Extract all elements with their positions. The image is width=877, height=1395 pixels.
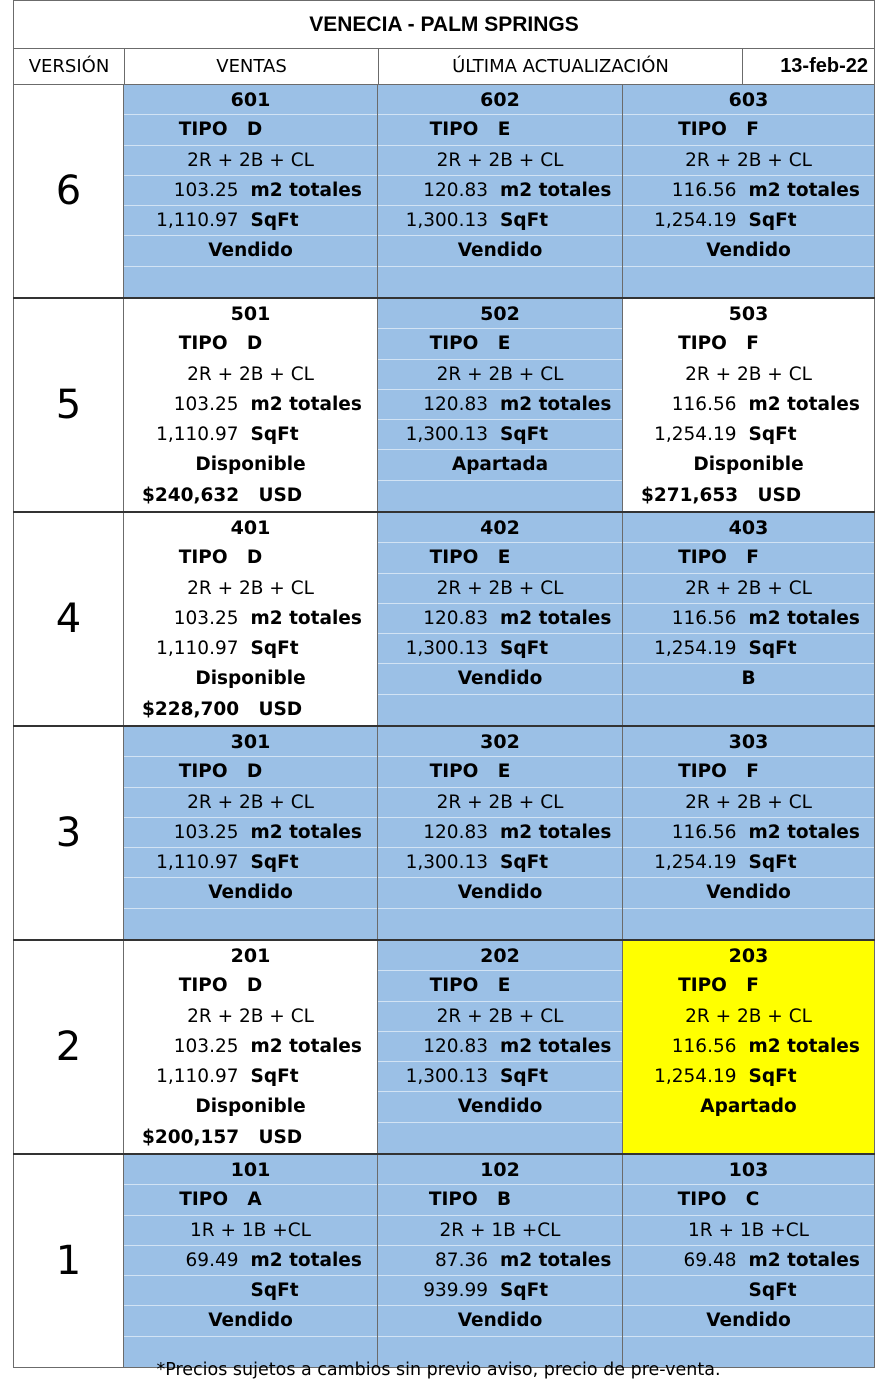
floor-version: 5 — [13, 299, 124, 511]
floor-row — [13, 727, 875, 941]
unit-type: TIPO E — [429, 761, 511, 783]
unit-price — [378, 481, 622, 511]
unit-type: TIPO D — [178, 761, 263, 783]
unit-layout: 2R + 2B + CL — [187, 577, 314, 599]
unit-cell — [124, 1155, 378, 1367]
unit-area: 103.25 — [173, 393, 239, 415]
unit-status: B — [623, 664, 874, 694]
unit-status: Vendido — [623, 1306, 874, 1336]
unit-area: 69.48 — [683, 1249, 737, 1271]
unit-layout: 2R + 2B + CL — [378, 360, 622, 390]
area-unit: m2 totales — [250, 1035, 362, 1057]
unit-cell — [378, 1155, 623, 1367]
unit-sqft: 1,254.19 — [654, 424, 737, 446]
unit-cell — [378, 299, 623, 511]
sqft-unit: SqFt — [500, 1066, 549, 1088]
unit-sqft: 1,110.97 — [156, 852, 239, 874]
floor-row — [13, 85, 875, 299]
area-unit: m2 totales — [748, 1249, 860, 1271]
unit-type: TIPO D — [178, 333, 263, 355]
unit-cell — [124, 727, 378, 939]
area-unit: m2 totales — [500, 179, 612, 201]
sqft-unit: SqFt — [748, 1280, 797, 1302]
floor-row — [13, 941, 875, 1155]
unit-layout: 2R + 2B + CL — [378, 1002, 622, 1032]
unit-price: $200,157 USD — [142, 1126, 303, 1148]
unit-cell — [378, 513, 623, 725]
area-unit: m2 totales — [500, 1249, 612, 1271]
unit-sqft: 1,110.97 — [156, 638, 239, 660]
unit-type: TIPO F — [678, 975, 759, 997]
unit-area: 120.83 — [423, 179, 488, 201]
area-unit: m2 totales — [748, 821, 860, 843]
unit-layout: 2R + 2B + CL — [124, 146, 377, 176]
unit-sqft: 1,254.19 — [654, 852, 737, 874]
unit-layout: 2R + 2B + CL — [623, 574, 874, 604]
unit-price — [623, 267, 874, 297]
unit-type: TIPO E — [429, 547, 511, 569]
unit-number: 102 — [378, 1155, 622, 1185]
sqft-unit: SqFt — [250, 852, 299, 874]
unit-status: Vendido — [124, 236, 377, 266]
unit-price: $271,653 USD — [641, 484, 802, 506]
unit-area: 120.83 — [423, 821, 488, 843]
unit-layout: 1R + 1B +CL — [623, 1216, 874, 1246]
sqft-unit: SqFt — [250, 1066, 299, 1088]
version-header: VERSIÓN — [13, 48, 124, 85]
unit-layout: 2R + 2B + CL — [623, 146, 874, 176]
unit-cell — [623, 85, 875, 297]
unit-cell — [623, 513, 875, 725]
sqft-unit: SqFt — [250, 424, 299, 446]
sales-header: VENTAS — [124, 48, 378, 85]
unit-number: 401 — [230, 517, 271, 539]
unit-status: Apartada — [378, 450, 622, 480]
unit-status: Vendido — [124, 878, 377, 908]
unit-number: 101 — [124, 1155, 377, 1185]
unit-area: 87.36 — [435, 1249, 488, 1271]
area-unit: m2 totales — [500, 1035, 612, 1057]
unit-price — [378, 695, 622, 725]
unit-number: 602 — [378, 85, 622, 115]
unit-cell — [124, 941, 378, 1153]
unit-layout: 2R + 2B + CL — [187, 1005, 314, 1027]
unit-layout: 2R + 2B + CL — [187, 363, 314, 385]
header-row — [13, 48, 875, 85]
unit-sqft: 1,300.13 — [405, 210, 488, 232]
sqft-unit: SqFt — [250, 638, 299, 660]
unit-number: 203 — [728, 945, 769, 967]
unit-price — [623, 695, 874, 725]
unit-status: Disponible — [195, 454, 306, 476]
unit-type: TIPO E — [429, 333, 511, 355]
area-unit: m2 totales — [748, 607, 860, 629]
unit-status: Apartado — [700, 1096, 797, 1118]
unit-area: 116.56 — [671, 1035, 737, 1057]
unit-cell — [124, 85, 378, 297]
unit-area: 116.56 — [671, 821, 737, 843]
unit-sqft: 1,300.13 — [405, 638, 488, 660]
unit-sqft — [629, 1276, 737, 1305]
unit-type: TIPO E — [429, 975, 511, 997]
footnote: *Precios sujetos a cambios sin previo aviso, precio de pre-venta. — [156, 1360, 721, 1380]
unit-number: 503 — [728, 303, 769, 325]
unit-status: Vendido — [623, 878, 874, 908]
area-unit: m2 totales — [500, 393, 612, 415]
unit-type: TIPO A — [179, 1189, 262, 1211]
unit-price — [623, 909, 874, 939]
unit-sqft: 1,254.19 — [654, 210, 737, 232]
unit-price — [378, 909, 622, 939]
unit-price — [124, 267, 377, 297]
unit-number: 603 — [623, 85, 874, 115]
unit-status: Disponible — [195, 1096, 306, 1118]
area-unit: m2 totales — [748, 393, 860, 415]
area-unit: m2 totales — [250, 179, 362, 201]
area-unit: m2 totales — [250, 607, 362, 629]
unit-number: 601 — [124, 85, 377, 115]
sqft-unit: SqFt — [500, 424, 549, 446]
unit-area: 116.56 — [671, 393, 737, 415]
area-unit: m2 totales — [250, 1249, 362, 1271]
unit-number: 301 — [124, 727, 377, 757]
unit-cell — [623, 941, 875, 1153]
unit-sqft: 1,300.13 — [405, 1066, 488, 1088]
unit-price: $240,632 USD — [142, 484, 303, 506]
unit-area: 103.25 — [173, 1035, 239, 1057]
sqft-unit: SqFt — [250, 1280, 299, 1302]
unit-type: TIPO C — [677, 1189, 760, 1211]
unit-type: TIPO F — [678, 333, 759, 355]
unit-type: TIPO F — [678, 547, 759, 569]
unit-status: Disponible — [195, 668, 306, 690]
unit-number: 501 — [230, 303, 271, 325]
unit-area: 116.56 — [671, 607, 737, 629]
sqft-unit: SqFt — [250, 210, 299, 232]
sqft-unit: SqFt — [748, 210, 797, 232]
unit-price — [378, 1123, 622, 1153]
unit-status: Vendido — [623, 236, 874, 266]
unit-area: 103.25 — [173, 607, 239, 629]
sheet-title: VENECIA - PALM SPRINGS — [13, 0, 875, 48]
unit-sqft: 939.99 — [423, 1280, 488, 1302]
unit-cell — [124, 513, 378, 725]
floor-row — [13, 1155, 875, 1368]
unit-number: 303 — [623, 727, 874, 757]
unit-type: TIPO D — [178, 975, 263, 997]
unit-number: 201 — [230, 945, 271, 967]
area-unit: m2 totales — [748, 179, 860, 201]
unit-number: 402 — [378, 513, 622, 543]
unit-sqft: 1,254.19 — [654, 638, 737, 660]
sqft-unit: SqFt — [500, 1280, 549, 1302]
unit-sqft: 1,300.13 — [405, 424, 488, 446]
unit-status: Vendido — [378, 1092, 622, 1122]
unit-type: TIPO B — [428, 1189, 512, 1211]
floor-row — [13, 513, 875, 727]
floor-version: 2 — [13, 941, 124, 1153]
floor-version: 4 — [13, 513, 124, 725]
floor-version: 6 — [13, 85, 124, 297]
area-unit: m2 totales — [250, 821, 362, 843]
unit-layout: 2R + 2B + CL — [623, 788, 874, 818]
floor-version: 3 — [13, 727, 124, 939]
unit-type: TIPO F — [678, 761, 759, 783]
unit-cell — [124, 299, 378, 511]
unit-layout: 2R + 2B + CL — [124, 788, 377, 818]
unit-sqft: 1,254.19 — [654, 1066, 737, 1088]
unit-cell — [378, 941, 623, 1153]
unit-sqft — [131, 1276, 239, 1305]
update-date: 13-feb-22 — [742, 48, 875, 85]
unit-area: 120.83 — [423, 607, 488, 629]
unit-number: 202 — [378, 941, 622, 971]
unit-layout: 2R + 2B + CL — [685, 1005, 812, 1027]
unit-status: Vendido — [378, 1306, 622, 1336]
unit-area: 103.25 — [173, 821, 239, 843]
unit-number: 502 — [378, 299, 622, 329]
unit-layout: 2R + 1B +CL — [378, 1216, 622, 1246]
unit-status: Vendido — [124, 1306, 377, 1336]
unit-area: 69.49 — [185, 1249, 239, 1271]
unit-price — [124, 909, 377, 939]
unit-layout: 2R + 2B + CL — [378, 146, 622, 176]
unit-area: 116.56 — [671, 179, 737, 201]
sqft-unit: SqFt — [748, 852, 797, 874]
sqft-unit: SqFt — [500, 210, 549, 232]
unit-type: TIPO D — [178, 547, 263, 569]
unit-price — [623, 1123, 874, 1153]
floor-version: 1 — [13, 1155, 124, 1367]
unit-layout: 2R + 2B + CL — [685, 363, 812, 385]
updated-header: ÚLTIMA ACTUALIZACIÓN — [378, 48, 742, 85]
area-unit: m2 totales — [500, 607, 612, 629]
unit-area: 120.83 — [423, 393, 488, 415]
unit-area: 103.25 — [173, 179, 239, 201]
inventory-sheet — [13, 0, 875, 1368]
unit-price — [378, 267, 622, 297]
unit-status: Disponible — [693, 454, 804, 476]
unit-price: $228,700 USD — [142, 698, 303, 720]
unit-sqft: 1,110.97 — [156, 210, 239, 232]
sqft-unit: SqFt — [500, 638, 549, 660]
unit-number: 403 — [623, 513, 874, 543]
unit-cell — [378, 85, 623, 297]
unit-layout: 2R + 2B + CL — [378, 788, 622, 818]
area-unit: m2 totales — [500, 821, 612, 843]
unit-cell — [378, 727, 623, 939]
unit-cell — [623, 727, 875, 939]
area-unit: m2 totales — [748, 1035, 860, 1057]
unit-sqft: 1,300.13 — [405, 852, 488, 874]
unit-cell — [623, 299, 875, 511]
unit-sqft: 1,110.97 — [156, 424, 239, 446]
unit-layout: 1R + 1B +CL — [124, 1216, 377, 1246]
sqft-unit: SqFt — [748, 424, 797, 446]
sqft-unit: SqFt — [500, 852, 549, 874]
floors-table — [13, 85, 875, 1368]
unit-number: 302 — [378, 727, 622, 757]
unit-layout: 2R + 2B + CL — [378, 574, 622, 604]
unit-cell — [623, 1155, 875, 1367]
unit-type: TIPO D — [178, 119, 263, 141]
area-unit: m2 totales — [250, 393, 362, 415]
sqft-unit: SqFt — [748, 1066, 797, 1088]
sqft-unit: SqFt — [748, 638, 797, 660]
unit-type: TIPO E — [429, 119, 511, 141]
unit-status: Vendido — [378, 878, 622, 908]
unit-status: Vendido — [378, 236, 622, 266]
unit-status: Vendido — [378, 664, 622, 694]
unit-sqft: 1,110.97 — [156, 1066, 239, 1088]
unit-type: TIPO F — [678, 119, 759, 141]
floor-row — [13, 299, 875, 513]
unit-number: 103 — [623, 1155, 874, 1185]
unit-area: 120.83 — [423, 1035, 488, 1057]
